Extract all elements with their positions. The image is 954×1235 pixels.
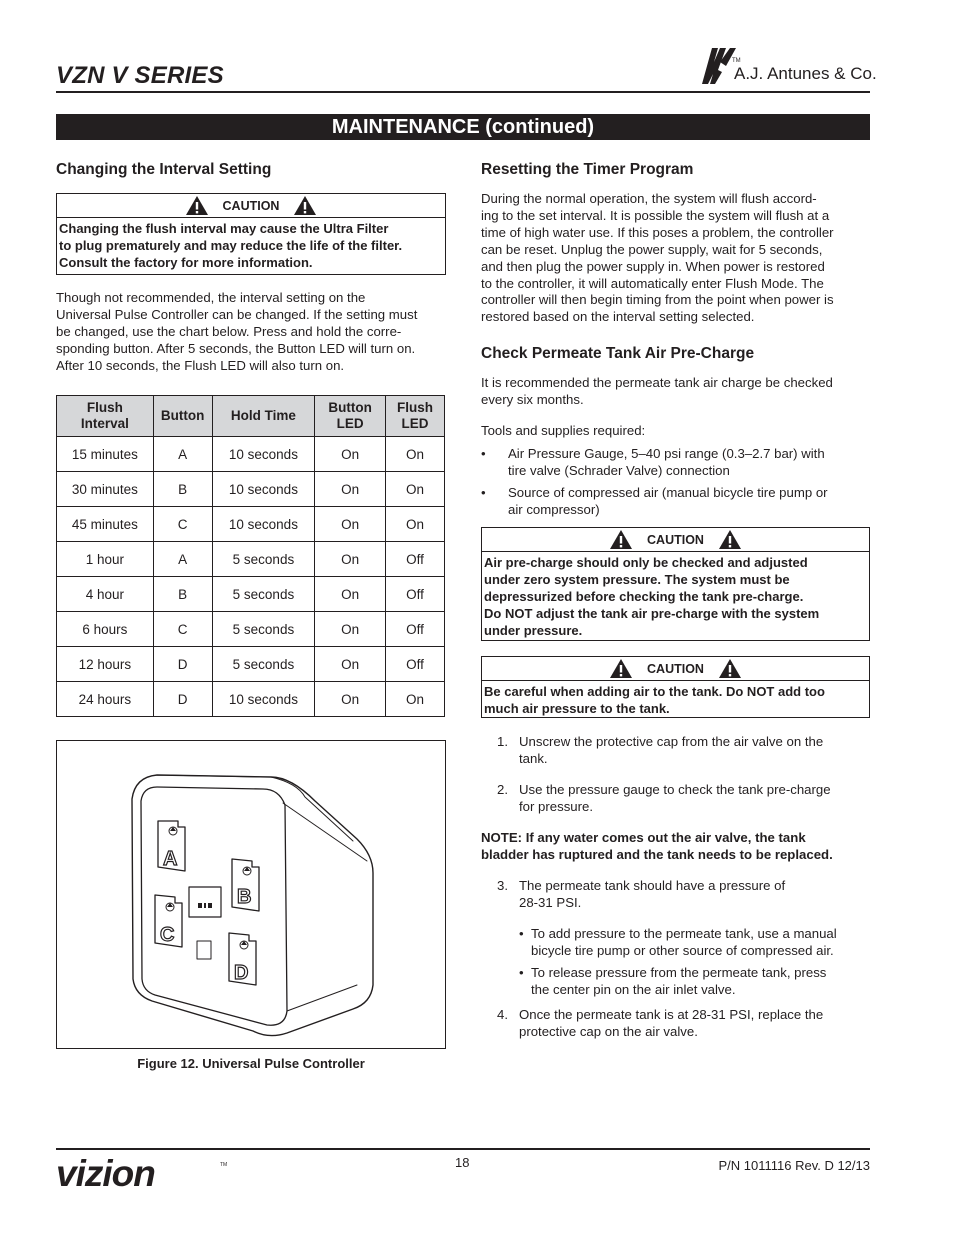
caution-box-precharge — [481, 527, 870, 641]
text-line: Though not recommended, the interval setting on the — [56, 290, 366, 305]
text-line: sponding button. After 5 seconds, the Button LED will turn on. — [56, 340, 416, 356]
text-line: to the controller, it will automatically enter Flush Mode. The — [481, 275, 824, 291]
caution-header — [57, 194, 445, 218]
interval-table — [56, 395, 445, 717]
caution-line: much air pressure to the tank. — [484, 701, 670, 716]
list-item: • To release pressure from the permeate tank, press the center pin on the air inlet valve. — [519, 965, 873, 999]
steps-list-a — [497, 734, 873, 816]
reset-heading: Resetting the Timer Program — [481, 161, 694, 178]
part-number: P/N 1011116 Rev. D 12/13 — [718, 1158, 870, 1173]
caution-line: Air pre-charge should only be checked and adjusted — [484, 555, 808, 570]
list-item: 4. Once the permeate tank is at 28-31 PSI, replace the protective cap on the air valve. — [497, 1007, 824, 1039]
caution-line: Do NOT adjust the tank air pre-charge with the system — [484, 606, 820, 621]
vizion-logo — [56, 1156, 234, 1190]
step-number: 4. — [497, 1007, 508, 1022]
col-header-hold-time: Hold Time — [212, 396, 315, 437]
caution-line: to plug prematurely and may reduce the life of the filter. — [59, 238, 403, 253]
steps-list-b — [497, 878, 873, 912]
text-line: NOTE: If any water comes out the air valve, the tank — [481, 830, 806, 845]
table-header-row — [57, 396, 445, 437]
table-row: 30 minutes B 10 seconds On On — [57, 472, 445, 507]
caution-line: depressurized before checking the tank pre-charge. — [484, 589, 804, 604]
text-line: controller will then begin timing from the point when power is — [481, 292, 834, 308]
step-number: 3. — [497, 878, 508, 893]
table-row: 4 hour B 5 seconds On Off — [57, 577, 445, 612]
caution-label: CAUTION — [222, 198, 280, 213]
text-line: It is recommended the permeate tank air charge be checked — [481, 375, 833, 390]
steps-list-c — [497, 1007, 873, 1041]
caution-label: CAUTION — [647, 661, 704, 676]
text-line: be changed, use the chart below. Press and hold the corre- — [56, 323, 402, 339]
reset-paragraph — [481, 191, 873, 326]
caution-line: under zero system pressure. The system must be — [484, 572, 790, 587]
warning-triangle-icon — [185, 195, 209, 216]
text-line: During the normal operation, the system will flush accord- — [481, 191, 817, 206]
table-row: 12 hours D 5 seconds On Off — [57, 647, 445, 682]
pressure-sub-bullets — [519, 926, 873, 1004]
caution-text — [482, 552, 869, 639]
page-number: 18 — [455, 1155, 470, 1170]
text-line: After 10 seconds, the Flush LED will also turn on. — [56, 357, 345, 373]
caution-line: Be careful when adding air to the tank. Do NOT add too — [484, 684, 825, 699]
table-row: 15 minutes A 10 seconds On On — [57, 437, 445, 472]
caution-header — [482, 528, 869, 552]
list-item: 3. The permeate tank should have a pressure of 28-31 PSI. — [497, 878, 786, 910]
col-header-button-led: Button LED — [315, 396, 386, 437]
warning-triangle-icon — [609, 658, 633, 679]
series-title: VZN V SERIES — [56, 62, 224, 89]
button-letter-a: A — [163, 848, 178, 870]
text-line: restored based on the interval setting selected. — [481, 309, 755, 325]
precharge-heading: Check Permeate Tank Air Pre-Charge — [481, 345, 755, 362]
text-line: bladder has ruptured and the tank needs to be replaced. — [481, 846, 833, 862]
table-row: 45 minutes C 10 seconds On On — [57, 507, 445, 542]
caution-box-interval — [56, 193, 446, 275]
interval-heading: Changing the Interval Setting — [56, 161, 272, 178]
brand-trademark: TM — [732, 58, 741, 64]
tools-intro: Tools and supplies required: — [481, 423, 646, 438]
note-ruptured — [481, 830, 873, 864]
col-header-flush-interval: Flush Interval — [57, 396, 154, 437]
table-row: 6 hours C 5 seconds On Off — [57, 612, 445, 647]
figure-caption: Figure 12. Universal Pulse Controller — [137, 1056, 365, 1071]
pulse-controller-illustration — [57, 741, 445, 1048]
footer-rule — [56, 1148, 870, 1150]
brand-name: A.J. Antunes & Co. — [734, 64, 877, 83]
list-item: • To add pressure to the permeate tank, use a manual bicycle tire pump or other source of compressed air. — [519, 926, 873, 960]
text-line: and then plug the power supply in. When power is restored — [481, 258, 825, 274]
list-item: • Source of compressed air (manual bicycle tire pump or air compressor) — [481, 485, 873, 519]
antunes-logo-mark-icon — [696, 44, 736, 86]
col-header-button: Button — [153, 396, 212, 437]
text-line: time of high water use. If this poses a problem, the controller — [481, 224, 834, 240]
caution-line: Consult the factory for more information. — [59, 255, 313, 270]
col-header-flush-led: Flush LED — [386, 396, 445, 437]
vizion-trademark: TM — [220, 1162, 228, 1168]
text-line: Universal Pulse Controller can be changed. If the setting must — [56, 306, 418, 322]
warning-triangle-icon — [293, 195, 317, 216]
table-row: 24 hours D 10 seconds On On — [57, 682, 445, 717]
list-item: • Air Pressure Gauge, 5–40 psi range (0.3–2.7 bar) with tire valve (Schrader Valve) connection — [481, 446, 873, 480]
text-line: can be reset. Unplug the power supply, wait for 5 seconds, — [481, 241, 823, 257]
step-number: 1. — [497, 734, 508, 749]
caution-line: under pressure. — [484, 623, 583, 638]
caution-box-air — [481, 656, 870, 718]
caution-text — [57, 218, 445, 271]
caution-label: CAUTION — [647, 532, 704, 547]
vizion-logo-text: vizion — [56, 1156, 155, 1190]
warning-triangle-icon — [609, 529, 633, 550]
figure-frame — [56, 740, 446, 1049]
button-letter-d: D — [234, 962, 249, 984]
section-banner: MAINTENANCE (continued) — [56, 114, 870, 140]
caution-header — [482, 657, 869, 681]
warning-triangle-icon — [718, 529, 742, 550]
text-line: ing to the set interval. It is possible the system will flush at a — [481, 207, 830, 223]
caution-text — [482, 681, 869, 717]
step-number: 2. — [497, 781, 508, 797]
button-letter-c: C — [160, 924, 175, 946]
list-item: 1. Unscrew the protective cap from the air valve on the tank. — [497, 734, 824, 766]
header-rule — [56, 91, 870, 93]
table-row: 1 hour A 5 seconds On Off — [57, 542, 445, 577]
text-line: every six months. — [481, 391, 584, 407]
list-item: 2. Use the pressure gauge to check the tank pre-charge for pressure. — [497, 781, 831, 814]
caution-line: Changing the flush interval may cause the Ultra Filter — [59, 221, 389, 236]
tools-list — [481, 446, 873, 524]
precharge-recommend — [481, 375, 873, 409]
brand-logo — [696, 44, 877, 90]
interval-intro — [56, 290, 448, 375]
warning-triangle-icon — [718, 658, 742, 679]
button-letter-b: B — [237, 886, 252, 908]
